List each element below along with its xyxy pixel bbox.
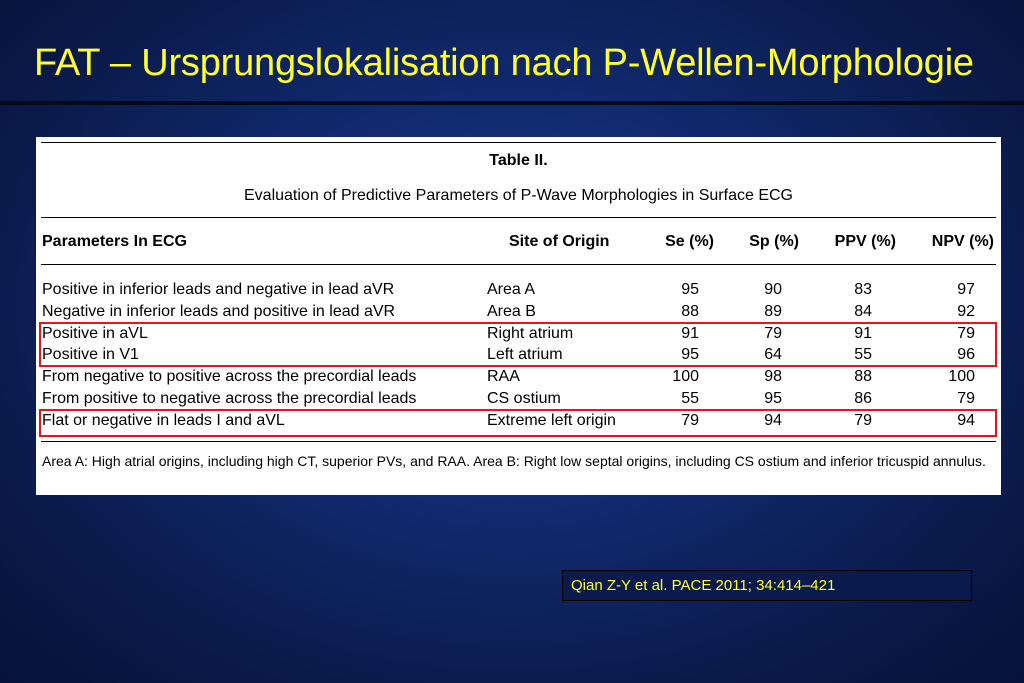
cell-sp: 89: [764, 302, 782, 320]
cell-sp: 95: [764, 390, 782, 407]
header-parameters: Parameters In ECG: [42, 233, 187, 250]
cell-parameter: Flat or negative in leads I and aVL: [42, 411, 285, 429]
header-site-of-origin: Site of Origin: [509, 233, 610, 250]
cell-npv: 79: [957, 324, 975, 342]
cell-ppv: 88: [854, 368, 872, 386]
cell-sp: 94: [764, 411, 782, 429]
header-ppv: PPV (%): [834, 233, 896, 250]
header-top-rule: [41, 217, 996, 218]
cell-ppv: 79: [854, 411, 872, 429]
table-bottom-rule: [41, 441, 996, 442]
slide-title: FAT – Ursprungslokalisation nach P-Wellen-Morphologie: [34, 42, 974, 84]
cell-ppv: 84: [854, 302, 872, 320]
cell-se: 79: [681, 411, 699, 429]
cell-site: Left atrium: [487, 346, 563, 364]
cell-parameter: From positive to negative across the precordial leads: [42, 390, 417, 407]
table-panel: [36, 137, 1001, 495]
cell-se: 100: [672, 368, 699, 386]
table-top-rule: [41, 142, 996, 143]
cell-se: 91: [681, 324, 699, 342]
cell-parameter: Positive in aVL: [42, 324, 148, 342]
cell-npv: 79: [957, 390, 975, 407]
cell-se: 95: [681, 346, 699, 364]
table-label: Table II.: [489, 152, 548, 169]
cell-site: RAA: [487, 368, 520, 386]
cell-site: Area B: [487, 302, 536, 320]
cell-npv: 92: [957, 302, 975, 320]
cell-npv: 100: [948, 368, 975, 386]
cell-npv: 96: [957, 346, 975, 364]
highlight-box-av-l-v1: [39, 322, 997, 367]
header-bottom-rule: [41, 264, 996, 265]
header-se: Se (%): [665, 233, 714, 250]
cell-site: Area A: [487, 281, 536, 298]
cell-ppv: 55: [854, 346, 872, 364]
cell-sp: 98: [764, 368, 782, 386]
cell-npv: 94: [957, 411, 975, 429]
cell-parameter: Positive in V1: [42, 346, 139, 364]
cell-site: CS ostium: [487, 390, 561, 407]
table-caption: Evaluation of Predictive Parameters of P-Wave Morphologies in Surface ECG: [244, 187, 793, 204]
cell-site: Right atrium: [487, 324, 574, 342]
header-sp: Sp (%): [749, 233, 799, 250]
highlight-box-flat-negative: [39, 409, 997, 437]
cell-se: 88: [681, 302, 699, 320]
cell-se: 95: [681, 281, 699, 298]
citation-box: Qian Z-Y et al. PACE 2011; 34:414–421: [562, 570, 972, 601]
cell-parameter: From negative to positive across the precordial leads: [42, 368, 417, 386]
cell-ppv: 83: [854, 281, 872, 298]
cell-se: 55: [681, 390, 699, 407]
cell-sp: 79: [764, 324, 782, 342]
cell-sp: 64: [764, 346, 782, 364]
cell-ppv: 91: [854, 324, 872, 342]
header-npv: NPV (%): [931, 233, 994, 250]
cell-sp: 90: [764, 281, 782, 298]
title-divider: [0, 101, 1024, 105]
table-footnote: Area A: High atrial origins, including high CT, superior PVs, and RAA. Area B: Right low septal origins, including CS ostium and inferior tricuspid annulus.: [42, 453, 986, 469]
cell-ppv: 86: [854, 390, 872, 407]
cell-parameter: Negative in inferior leads and positive in lead aVR: [42, 302, 396, 320]
cell-site: Extreme left origin: [487, 411, 616, 429]
cell-npv: 97: [957, 281, 975, 298]
cell-parameter: Positive in inferior leads and negative in lead aVR: [42, 281, 395, 298]
